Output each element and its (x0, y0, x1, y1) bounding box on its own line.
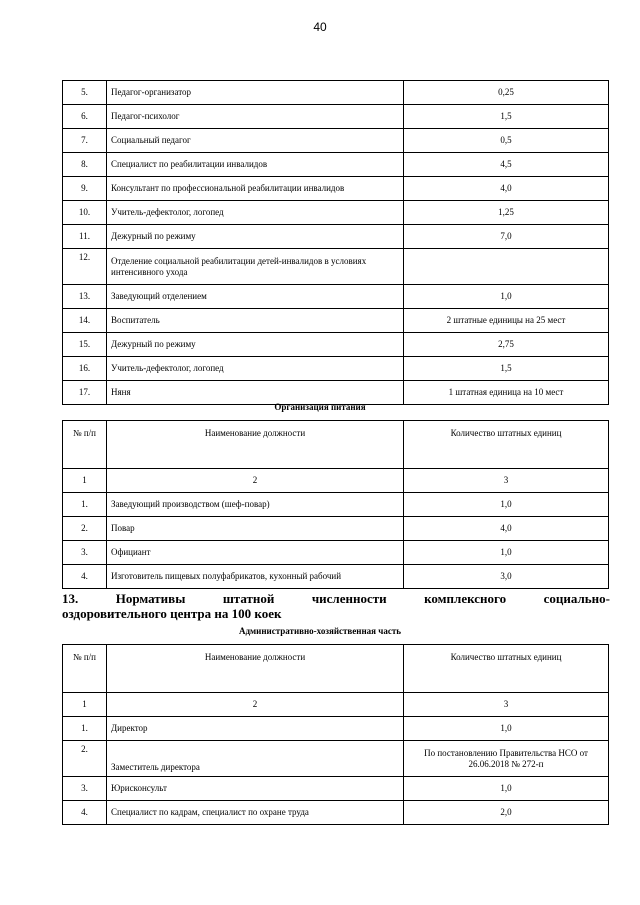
row-number: 3. (63, 541, 107, 565)
position-name: Учитель-дефектолог, логопед (107, 201, 404, 225)
column-index: 3 (404, 469, 609, 493)
row-number: 2. (63, 517, 107, 541)
staff-count: 4,0 (404, 517, 609, 541)
staff-count (404, 249, 609, 285)
row-number: 4. (63, 565, 107, 589)
table-row (63, 493, 609, 517)
header-count: Количество штатных единиц (404, 645, 609, 693)
table-row (63, 517, 609, 541)
column-number-row (63, 469, 609, 493)
position-name: Социальный педагог (107, 129, 404, 153)
header-number: № п/п (63, 421, 107, 469)
position-name: Отделение социальной реабилитации детей-инвалидов в условиях интенсивного ухода (107, 249, 404, 285)
staff-table-1 (62, 80, 609, 405)
staff-count: 1,0 (404, 285, 609, 309)
position-name: Дежурный по режиму (107, 225, 404, 249)
page-number: 40 (313, 20, 327, 34)
staff-count: 1,5 (404, 105, 609, 129)
position-name: Заведующий производством (шеф-повар) (107, 493, 404, 517)
position-name: Официант (107, 541, 404, 565)
table-row (63, 309, 609, 333)
staff-count: 2,0 (404, 801, 609, 825)
staff-count: 0,5 (404, 129, 609, 153)
staff-count: 0,25 (404, 81, 609, 105)
table-row (63, 105, 609, 129)
column-index: 1 (63, 693, 107, 717)
table-header-row (63, 645, 609, 693)
position-name: Специалист по реабилитации инвалидов (107, 153, 404, 177)
staff-count: 3,0 (404, 565, 609, 589)
position-name: Заместитель директора (107, 741, 404, 777)
header-position: Наименование должности (107, 645, 404, 693)
title-word: Нормативы (115, 591, 186, 606)
row-number: 12. (63, 249, 107, 285)
row-number: 7. (63, 129, 107, 153)
table-header-row (63, 421, 609, 469)
row-number: 13. (63, 285, 107, 309)
table-row (63, 81, 609, 105)
position-name: Специалист по кадрам, специалист по охране труда (107, 801, 404, 825)
row-number: 4. (63, 801, 107, 825)
row-number: 2. (63, 741, 107, 777)
table-row (63, 333, 609, 357)
title-word: социально- (543, 591, 610, 606)
row-number: 1. (63, 493, 107, 517)
position-name: Учитель-дефектолог, логопед (107, 357, 404, 381)
title-word: штатной (222, 591, 275, 606)
position-name: Директор (107, 717, 404, 741)
table-row (63, 285, 609, 309)
row-number: 11. (63, 225, 107, 249)
staff-count: 4,5 (404, 153, 609, 177)
position-name: Заведующий отделением (107, 285, 404, 309)
table-row (63, 541, 609, 565)
staff-count: 4,0 (404, 177, 609, 201)
row-number: 14. (63, 309, 107, 333)
header-count: Количество штатных единиц (404, 421, 609, 469)
table-row (63, 249, 609, 285)
staff-count: 1,5 (404, 357, 609, 381)
table-row (63, 153, 609, 177)
staff-count: 1,25 (404, 201, 609, 225)
column-index: 2 (107, 469, 404, 493)
staff-count: 1,0 (404, 541, 609, 565)
row-number: 5. (63, 81, 107, 105)
title-word: комплексного (424, 591, 507, 606)
position-name: Дежурный по режиму (107, 333, 404, 357)
section-heading-food: Организация питания (274, 402, 366, 412)
staff-count: 1,0 (404, 777, 609, 801)
position-name: Изготовитель пищевых полуфабрикатов, кухонный рабочий (107, 565, 404, 589)
table-row (63, 177, 609, 201)
staff-count: По постановлению Правительства НСО от 26.06.2018 № 272-п (404, 741, 609, 777)
position-name: Юрисконсульт (107, 777, 404, 801)
row-number: 10. (63, 201, 107, 225)
position-name: Педагог-психолог (107, 105, 404, 129)
header-number: № п/п (63, 645, 107, 693)
staff-count: 1,0 (404, 493, 609, 517)
column-index: 3 (404, 693, 609, 717)
staff-table-admin (62, 644, 609, 825)
row-number: 3. (63, 777, 107, 801)
staff-count: 1,0 (404, 717, 609, 741)
table-row (63, 201, 609, 225)
column-index: 1 (63, 469, 107, 493)
staff-count: 2 штатные единицы на 25 мест (404, 309, 609, 333)
table-row (63, 357, 609, 381)
table-row (63, 741, 609, 777)
table-row (63, 381, 609, 405)
position-name: Консультант по профессиональной реабилитации инвалидов (107, 177, 404, 201)
title-line-2: оздоровительного центра на 100 коек (62, 606, 282, 621)
position-name: Няня (107, 381, 404, 405)
column-index: 2 (107, 693, 404, 717)
staff-count: 1 штатная единица на 10 мест (404, 381, 609, 405)
title-word: 13. (62, 591, 79, 606)
position-name: Педагог-организатор (107, 81, 404, 105)
table-row (63, 801, 609, 825)
row-number: 17. (63, 381, 107, 405)
row-number: 8. (63, 153, 107, 177)
row-number: 9. (63, 177, 107, 201)
row-number: 15. (63, 333, 107, 357)
title-word: численности (311, 591, 387, 606)
section-13-title (62, 591, 610, 621)
staff-count: 7,0 (404, 225, 609, 249)
row-number: 6. (63, 105, 107, 129)
position-name: Воспитатель (107, 309, 404, 333)
table-row (63, 225, 609, 249)
staff-count: 2,75 (404, 333, 609, 357)
row-number: 16. (63, 357, 107, 381)
table-row (63, 129, 609, 153)
position-name: Повар (107, 517, 404, 541)
staff-table-food (62, 420, 609, 589)
table-row (63, 717, 609, 741)
header-position: Наименование должности (107, 421, 404, 469)
row-number: 1. (63, 717, 107, 741)
table-row (63, 565, 609, 589)
section-heading-admin: Административно-хозяйственная часть (238, 626, 402, 636)
table-row (63, 777, 609, 801)
column-number-row (63, 693, 609, 717)
